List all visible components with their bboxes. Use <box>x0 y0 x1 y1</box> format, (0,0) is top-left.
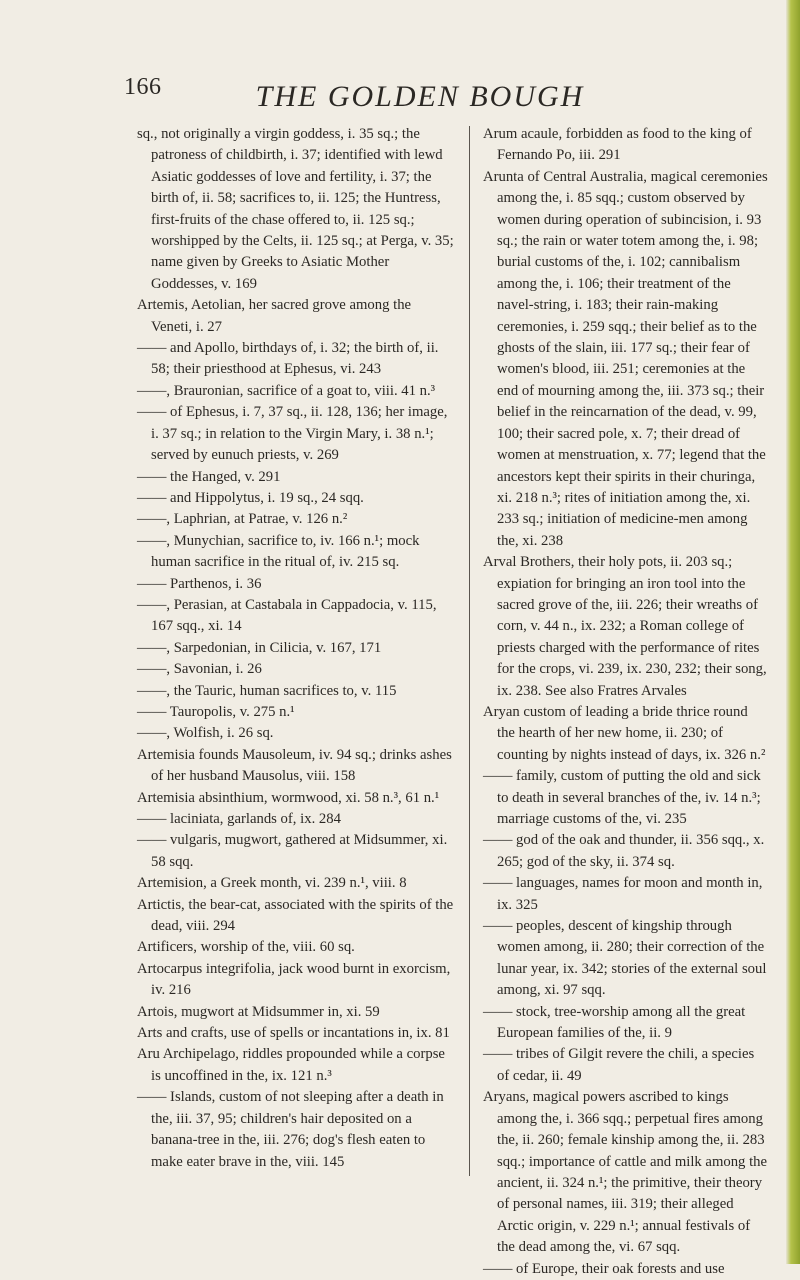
page-edge <box>786 0 800 1264</box>
index-entry: —— of Ephesus, i. 7, 37 sq., ii. 128, 136; her image, i. 37 sq.; in relation to the Virgin Mary, i. 38 n.¹; served by eunuch priests, v. 269 <box>137 404 448 464</box>
index-entry: —— languages, names for moon and month in, ix. 325 <box>483 875 763 913</box>
index-entry: ——, Brauronian, sacrifice of a goat to, viii. 41 n.³ <box>137 382 436 399</box>
index-entry: Artemision, a Greek month, vi. 239 n.¹, viii. 8 <box>137 875 407 892</box>
index-entry: —— tribes of Gilgit revere the chili, a species of cedar, ii. 49 <box>483 1046 755 1084</box>
index-entry: —— family, custom of putting the old and sick to death in several branches of the, iv. 14 n.³; marriage customs of the, vi. 235 <box>483 768 761 827</box>
index-entry: ——, Savonian, i. 26 <box>137 661 262 678</box>
index-entry: ——, Munychian, sacrifice to, iv. 166 n.¹; mock human sacrifice in the ritual of, iv. 215 sq. <box>137 532 420 571</box>
running-head: THE GOLDEN BOUGH <box>255 80 585 113</box>
index-entry: Artemis, Aetolian, her sacred grove among the Veneti, i. 27 <box>137 297 412 335</box>
index-entry: Artificers, worship of the, viii. 60 sq. <box>137 939 355 956</box>
index-entry: Artictis, the bear-cat, associated with the spirits of the dead, viii. 294 <box>137 896 454 935</box>
index-entry: Aryan custom of leading a bride thrice round the hearth of her new home, ii. 230; of counting by nights instead of days, ix. 326 n.² <box>483 703 766 763</box>
index-entry: sq., not originally a virgin goddess, i. 35 sq.; the patroness of childbirth, i. 37; identified with lewd Asiatic goddesses of love and fertility, i. 37; the birth of, ii. 58; sacrifices to, ii. 125; the Huntress, first-fruits of the chase offered to, ii. 125 sq.; worshipped by the Celts, ii. 125 sq.; at Perga, v. 35; name given by Greeks to Asiatic Mother Goddesses, v. 169 <box>137 126 454 292</box>
index-entry: Artemisia absinthium, wormwood, xi. 58 n.³, 61 n.¹ <box>137 789 440 806</box>
index-entry: Arunta of Central Australia, magical ceremonies among the, i. 85 sqq.; custom observed by women during operation of subincision, i. 93 sq.; the rain or water totem among the, i. 98; burial customs of the, i. 102; cannibalism among the, i. 106; their treatment of the navel-string, i. 183; their rain-making ceremonies, i. 259 sqq.; their belief as to the ghosts of the slain, iii. 177 sq.; their fear of women's blood, iii. 251; ceremonies at the end of mourning among the, iii. 373 sq.; their belief in the reincarnation of the dead, v. 99, 100; their sacred pole, x. 7; their dread of women at menstruation, x. 77; legend that the ancestors kept their spirits in their churinga, xi. 218 n.³; rites of initiation among the, xi. 233 sq.; initiation of medicine-men among the, xi. 238 <box>483 168 768 549</box>
index-entry: —— and Apollo, birthdays of, i. 32; the birth of, ii. 58; their priesthood at Ephesus, vi. 243 <box>137 340 439 378</box>
index-entry: ——, Wolfish, i. 26 sq. <box>137 725 274 742</box>
index-entry: ——, Sarpedonian, in Cilicia, v. 167, 171 <box>137 639 382 656</box>
index-entry: Artois, mugwort at Midsummer in, xi. 59 <box>137 1003 380 1020</box>
index-entry: —— Parthenos, i. 36 <box>137 575 262 592</box>
index-entry: Aryans, magical powers ascribed to kings among the, i. 366 sqq.; perpetual fires among the, ii. 260; female kinship among the, ii. 283 sqq.; importance of cattle and milk among the ancient, ii. 324 n.¹; the primitive, their theory of personal names, iii. 319; their alleged Arctic origin, v. 229 n.¹; annual festivals of the dead among the, vi. 67 sqq. <box>483 1089 768 1256</box>
index-entry: ——, Laphrian, at Patrae, v. 126 n.² <box>137 511 348 528</box>
index-entry: Aru Archipelago, riddles propounded while a corpse is uncoffined in the, ix. 121 n.³ <box>137 1046 445 1084</box>
index-entry: —— of Europe, their oak forests and use <box>483 1260 725 1277</box>
index-column-right <box>483 124 769 1280</box>
index-entry: —— and Hippolytus, i. 19 sq., 24 sqq. <box>137 489 364 506</box>
index-entry: Artemisia founds Mausoleum, iv. 94 sq.; drinks ashes of her husband Mausolus, viii. 158 <box>137 746 452 785</box>
index-entry: ——, Perasian, at Castabala in Cappadocia, v. 115, 167 sqq., xi. 14 <box>137 596 437 635</box>
index-entry: —— the Hanged, v. 291 <box>137 468 281 485</box>
index-entry: —— Islands, custom of not sleeping after a death in the, iii. 37, 95; children's hair deposited on a banana-tree in the, iii. 276; dog's flesh eaten to make eater brave in the, viii. 145 <box>137 1089 444 1170</box>
index-entry: —— stock, tree-worship among all the great European families of the, ii. 9 <box>483 1003 746 1042</box>
index-entry: ——, the Tauric, human sacrifices to, v. 115 <box>137 682 397 699</box>
index-entry: —— peoples, descent of kingship through women among, ii. 280; their correction of the lunar year, ix. 342; stories of the external soul among, xi. 97 sqq. <box>483 918 767 999</box>
index-entry: —— vulgaris, mugwort, gathered at Midsummer, xi. 58 sqq. <box>137 832 448 870</box>
index-entry: Artocarpus integrifolia, jack wood burnt in exorcism, iv. 216 <box>137 960 451 999</box>
index-entry: Arval Brothers, their holy pots, ii. 203 sq.; expiation for bringing an iron tool into the sacred grove of the, iii. 226; their wreaths of corn, v. 44 n., ix. 232; a Roman college of priests charged with the performance of rites for the crops, vi. 239, ix. 230, 232; their song, ix. 238. See also Fratres Arvales <box>483 554 767 699</box>
index-entry: —— Tauropolis, v. 275 n.¹ <box>137 703 295 720</box>
page-number: 166 <box>124 74 162 100</box>
index-entry: Arum acaule, forbidden as food to the king of Fernando Po, iii. 291 <box>483 126 752 164</box>
index-entry: Arts and crafts, use of spells or incantations in, ix. 81 <box>137 1025 450 1042</box>
index-column-left <box>137 124 455 1173</box>
index-entry: —— god of the oak and thunder, ii. 356 sqq., x. 265; god of the sky, ii. 374 sq. <box>483 832 765 870</box>
column-divider <box>469 126 470 1176</box>
index-entry: —— laciniata, garlands of, ix. 284 <box>137 811 341 827</box>
